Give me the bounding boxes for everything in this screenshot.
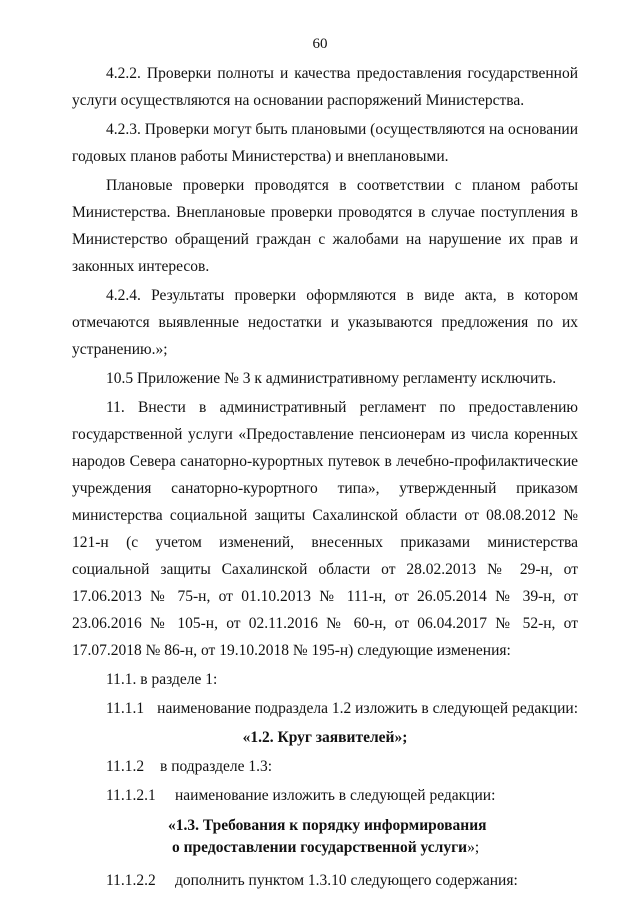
item-number: 11.1.1 <box>106 700 145 717</box>
heading-1-3-line2: о предоставлении государственной услуги <box>172 839 468 856</box>
paragraph-4-2-2: 4.2.2. Проверки полноты и качества предоставления государственной услуги осуществляются на основании распоряжений Министерства. <box>72 65 578 109</box>
item-text: наименование подраздела 1.2 изложить в следующей редакции: <box>157 700 578 717</box>
heading-1-3 <box>72 815 578 859</box>
item-text: в подразделе 1.3: <box>160 758 273 775</box>
paragraph-4-2-3: 4.2.3. Проверки могут быть плановыми (осуществляются на основании годовых планов работы Министерства) и внеплановыми. <box>72 121 578 165</box>
item-11-1-text: 11.1. в разделе 1: <box>106 671 218 688</box>
item-text: наименование изложить в следующей редакции: <box>175 787 496 804</box>
item-number: 11.1.2.2 <box>106 872 156 889</box>
item-number: 11.1.2 <box>106 758 145 775</box>
item-11-1 <box>72 666 578 693</box>
heading-1-2: «1.2. Круг заявителей»; <box>242 729 408 746</box>
item-11-1-1 <box>72 695 578 722</box>
heading-1-3-tail: »; <box>467 839 480 856</box>
paragraph-10-5: 10.5 Приложение № 3 к административному регламенту исключить. <box>106 370 557 387</box>
item-number: 11.1.2.1 <box>106 787 156 804</box>
item-text: дополнить пунктом 1.3.10 следующего содержания: <box>175 872 518 889</box>
item-11-1-2 <box>72 753 578 780</box>
item-11-1-2-1 <box>72 782 578 809</box>
paragraph-planned-checks: Плановые проверки проводятся в соответствии с планом работы Министерства. Внеплановые проверки проводятся в случае поступления в Министерство обращений граждан с жалобами на нарушение их прав и законных интересов. <box>72 177 578 275</box>
paragraph-11: 11. Внести в административный регламент по предоставлению государственной услуги «Предоставление пенсионерам из числа коренных народов Севера санаторно-курортных путевок в лечебно-профилактические учреждения санаторно-курортного типа», утвержденный приказом министерства социальной защиты Сахалинской области от 08.08.2012 № 121-н (с учетом изменений, внесенных приказами министерства социальной защиты Сахалинской области от 28.02.2013 № 29-н, от 17.06.2013 № 75-н, от 01.10.2013 № 111-н, от 26.05.2014 № 39-н, от 23.06.2016 № 105-н, от 02.11.2016 № 60-н, от 06.04.2017 № 52-н, от 17.07.2018 № 86-н, от 19.10.2018 № 195-н) следующие изменения: <box>72 399 578 659</box>
item-11-1-2-2 <box>72 867 578 894</box>
heading-1-3-line1: «1.3. Требования к порядку информирования <box>168 817 487 834</box>
document-body <box>72 60 578 894</box>
paragraph-4-2-4: 4.2.4. Результаты проверки оформляются в виде акта, в котором отмечаются выявленные недостатки и указываются предложения по их устранению.»; <box>72 287 578 358</box>
page-number: 60 <box>312 36 328 52</box>
